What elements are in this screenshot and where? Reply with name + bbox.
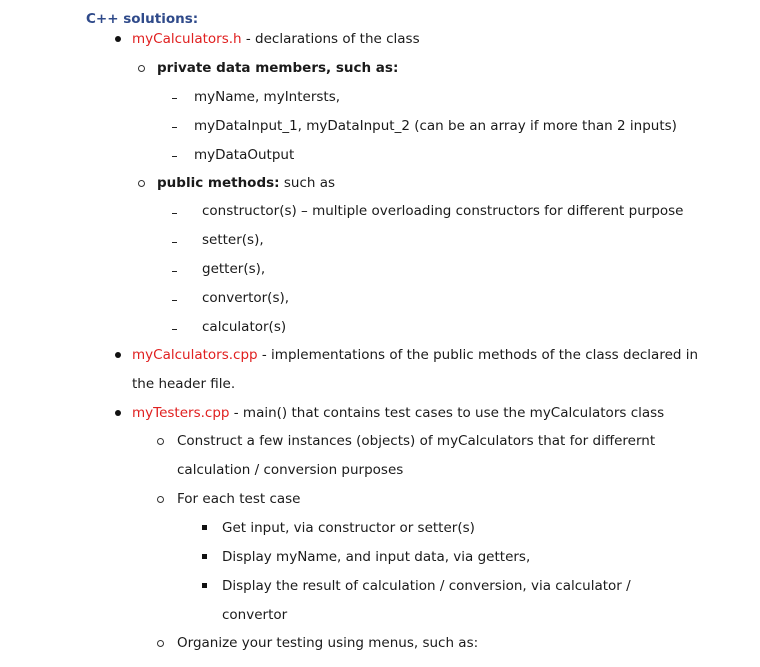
public-method-item: setter(s),	[202, 232, 264, 248]
bullet-ring-icon	[138, 180, 145, 187]
test-case-step: Display the result of calculation / conversion, via calculator /	[222, 578, 631, 594]
public-method-item: constructor(s) – multiple overloading constructors for different purpose	[202, 203, 684, 219]
bullet-square-icon	[202, 554, 207, 559]
bullet-ring-icon	[138, 65, 145, 72]
public-method-item: calculator(s)	[202, 319, 287, 335]
section-heading: C++ solutions:	[86, 11, 199, 27]
public-methods-suffix: such as	[279, 175, 336, 191]
test-case-step: Get input, via constructor or setter(s)	[222, 520, 475, 536]
cpp-file-name: myCalculators.cpp	[132, 347, 258, 363]
tester-file-name: myTesters.cpp	[132, 405, 230, 421]
tester-sub-item-continued: calculation / conversion purposes	[177, 462, 404, 478]
bullet-ring-icon	[157, 496, 164, 503]
header-file-item	[132, 30, 420, 48]
bullet-square-icon	[202, 525, 207, 530]
tester-file-desc: - main() that contains test cases to use the myCalculators class	[229, 405, 665, 421]
public-methods-title: public methods:	[157, 175, 280, 191]
bullet-disc-icon	[115, 36, 121, 42]
tester-sub-item: Organize your testing using menus, such as:	[177, 635, 479, 651]
bullet-disc-icon	[115, 352, 121, 358]
public-methods-label	[157, 174, 335, 192]
tester-sub-item: For each test case	[177, 491, 301, 507]
private-member-item: myDataOutput	[194, 147, 295, 163]
bullet-dash-icon	[172, 300, 177, 301]
tester-file-item	[132, 404, 664, 422]
private-member-item: myName, myIntersts,	[194, 89, 341, 105]
bullet-dash-icon	[172, 242, 177, 243]
public-method-item: getter(s),	[202, 261, 266, 277]
bullet-square-icon	[202, 583, 207, 588]
bullet-ring-icon	[157, 640, 164, 647]
header-file-desc: - declarations of the class	[241, 31, 420, 47]
cpp-file-desc-continued: the header file.	[132, 376, 236, 392]
bullet-dash-icon	[172, 213, 177, 214]
bullet-dash-icon	[172, 156, 177, 157]
bullet-dash-icon	[172, 127, 177, 128]
header-file-name: myCalculators.h	[132, 31, 242, 47]
bullet-dash-icon	[172, 98, 177, 99]
test-case-step-continued: convertor	[222, 607, 288, 623]
private-member-item: myDataInput_1, myDataInput_2 (can be an array if more than 2 inputs)	[194, 118, 677, 134]
cpp-file-desc: - implementations of the public methods of the class declared in	[257, 347, 699, 363]
test-case-step: Display myName, and input data, via getters,	[222, 549, 531, 565]
bullet-ring-icon	[157, 438, 164, 445]
tester-sub-item: Construct a few instances (objects) of myCalculators that for differernt	[177, 433, 656, 449]
bullet-dash-icon	[172, 329, 177, 330]
private-members-label: private data members, such as:	[157, 60, 399, 76]
public-method-item: convertor(s),	[202, 290, 290, 306]
cpp-file-item	[132, 346, 698, 364]
bullet-disc-icon	[115, 410, 121, 416]
bullet-dash-icon	[172, 271, 177, 272]
